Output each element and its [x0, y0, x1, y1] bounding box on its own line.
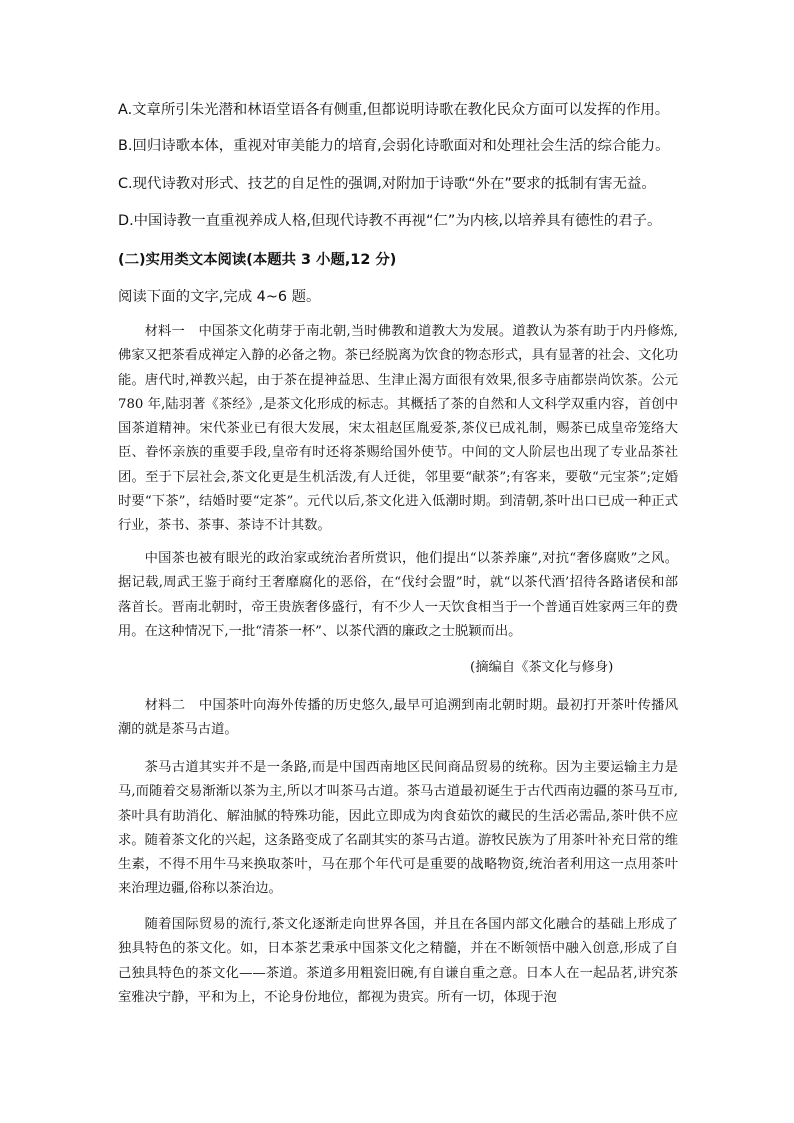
material2-label: 材料二 — [144, 698, 186, 713]
material2-p1-text: 中国茶叶向海外传播的历史悠久,最早可追溯到南北朝时期。最初打开茶叶传播风潮的就是茶马古道。 — [118, 698, 679, 738]
option-c: C.现代诗教对形式、技艺的自足性的强调,对附加于诗歌“外在”要求的抵制有害无益。 — [118, 176, 656, 192]
material1-p1-text: 中国茶文化萌芽于南北朝,当时佛教和道教大为发展。道教认为茶有助于内丹修炼,佛家又把茶看成禅定入静的必备之物。茶已经脱离为饮食的物态形式，具有显著的社会、文化功能。唐代时,禅教兴起，由于茶在提神益思、生津止渴方面很有效果,很多寺庙都崇尚饮茶。公元 780 年,陆羽著《茶经》,是茶文化形成的标志。其概括了茶的自然和人文科学双重内容，首创中国茶道精神。宋代茶业已有很大发展，宋太祖赵匡胤爱茶,茶仪已成礼制，赐茶已成皇帝笼络大臣、眷怀亲族的重要手段,皇帝有时还将茶赐给国外使节。中间的文人阶层也出现了专业品茶社团。至于下层社会,茶文化更是生机活泼,有人迁徙，邻里要“献茶”;有客来，要敬“元宝茶”;定婚时要“下茶”，结婚时要“定茶”。元代以后,茶文化进入低潮时期。到清朝,茶叶出口已成一种正式行业，茶书、茶事、茶诗不计其数。 — [118, 324, 679, 534]
material2-paragraph1 — [118, 694, 678, 743]
material2-paragraph2: 茶马古道其实并不是一条路,而是中国西南地区民间商品贸易的统称。因为主要运输主力是马,而随着交易渐渐以茶为主,所以才叫茶马古道。茶马古道最初诞生于古代西南边疆的茶马互市,茶叶具有助消化、解油腻的特殊功能，因此立即成为肉食茹饮的藏民的生活必需品,茶叶供不应求。随着茶文化的兴起，这条路变成了名副其实的茶马古道。游牧民族为了用茶叶补充日常的维生素，不得不用牛马来换取茶叶，马在那个年代可是重要的战略物资,统治者利用这一点用茶叶来治理边疆,俗称以茶治边。 — [118, 760, 678, 897]
option-a: A.文章所引朱光潜和林语堂语各有侧重,但都说明诗歌在教化民众方面可以发挥的作用。 — [118, 102, 670, 118]
material2-paragraph3: 随着国际贸易的流行,茶文化逐渐走向世界各国，并且在各国内部文化融合的基础上形成了独具特色的茶文化。如，日本茶艺秉承中国茶文化之精髓，并在不断领悟中融入创意,形成了自己独具特色的茶文化——茶道。茶道多用粗瓷旧碗,有自谦自重之意。日本人在一起品茗,讲究茶室雅决宁静，平和为上，不论身份地位，都视为贵宾。所有一切，体现于泡 — [118, 917, 678, 1005]
material1-paragraph2: 中国茶也被有眼光的政治家或统治者所赏识，他们提出“以茶养廉”,对抗“奢侈腐败”之风。据记载,周武王鉴于商纣王奢靡腐化的恶俗，在“伐纣会盟”时，就“以茶代酒’招待各路诸侯和部落首长。晋南北朝时，帝王贵族奢侈盛行，有不少人一天饮食相当于一个普通百姓家两三年的费用。在这种情况下,一批“清茶一杯”、以茶代酒的廉政之士脱颖而出。 — [118, 551, 678, 639]
material1-label: 材料一 — [144, 324, 185, 339]
option-b: B.回归诗歌本体，重视对审美能力的培育,会弱化诗歌面对和处理社会生活的综合能力。 — [118, 138, 670, 154]
section-heading: (二)实用类文本阅读(本题共 3 小题,12 分) — [118, 252, 397, 268]
material1-source: (摘编自《茶文化与修身) — [470, 660, 614, 675]
option-d: D.中国诗教一直重视养成人格,但现代诗教不再视“仁”为内核,以培养具有德性的君子。 — [118, 213, 662, 229]
material1-paragraph1 — [118, 320, 678, 539]
reading-instruction: 阅读下面的文字,完成 4~6 题。 — [118, 289, 321, 305]
